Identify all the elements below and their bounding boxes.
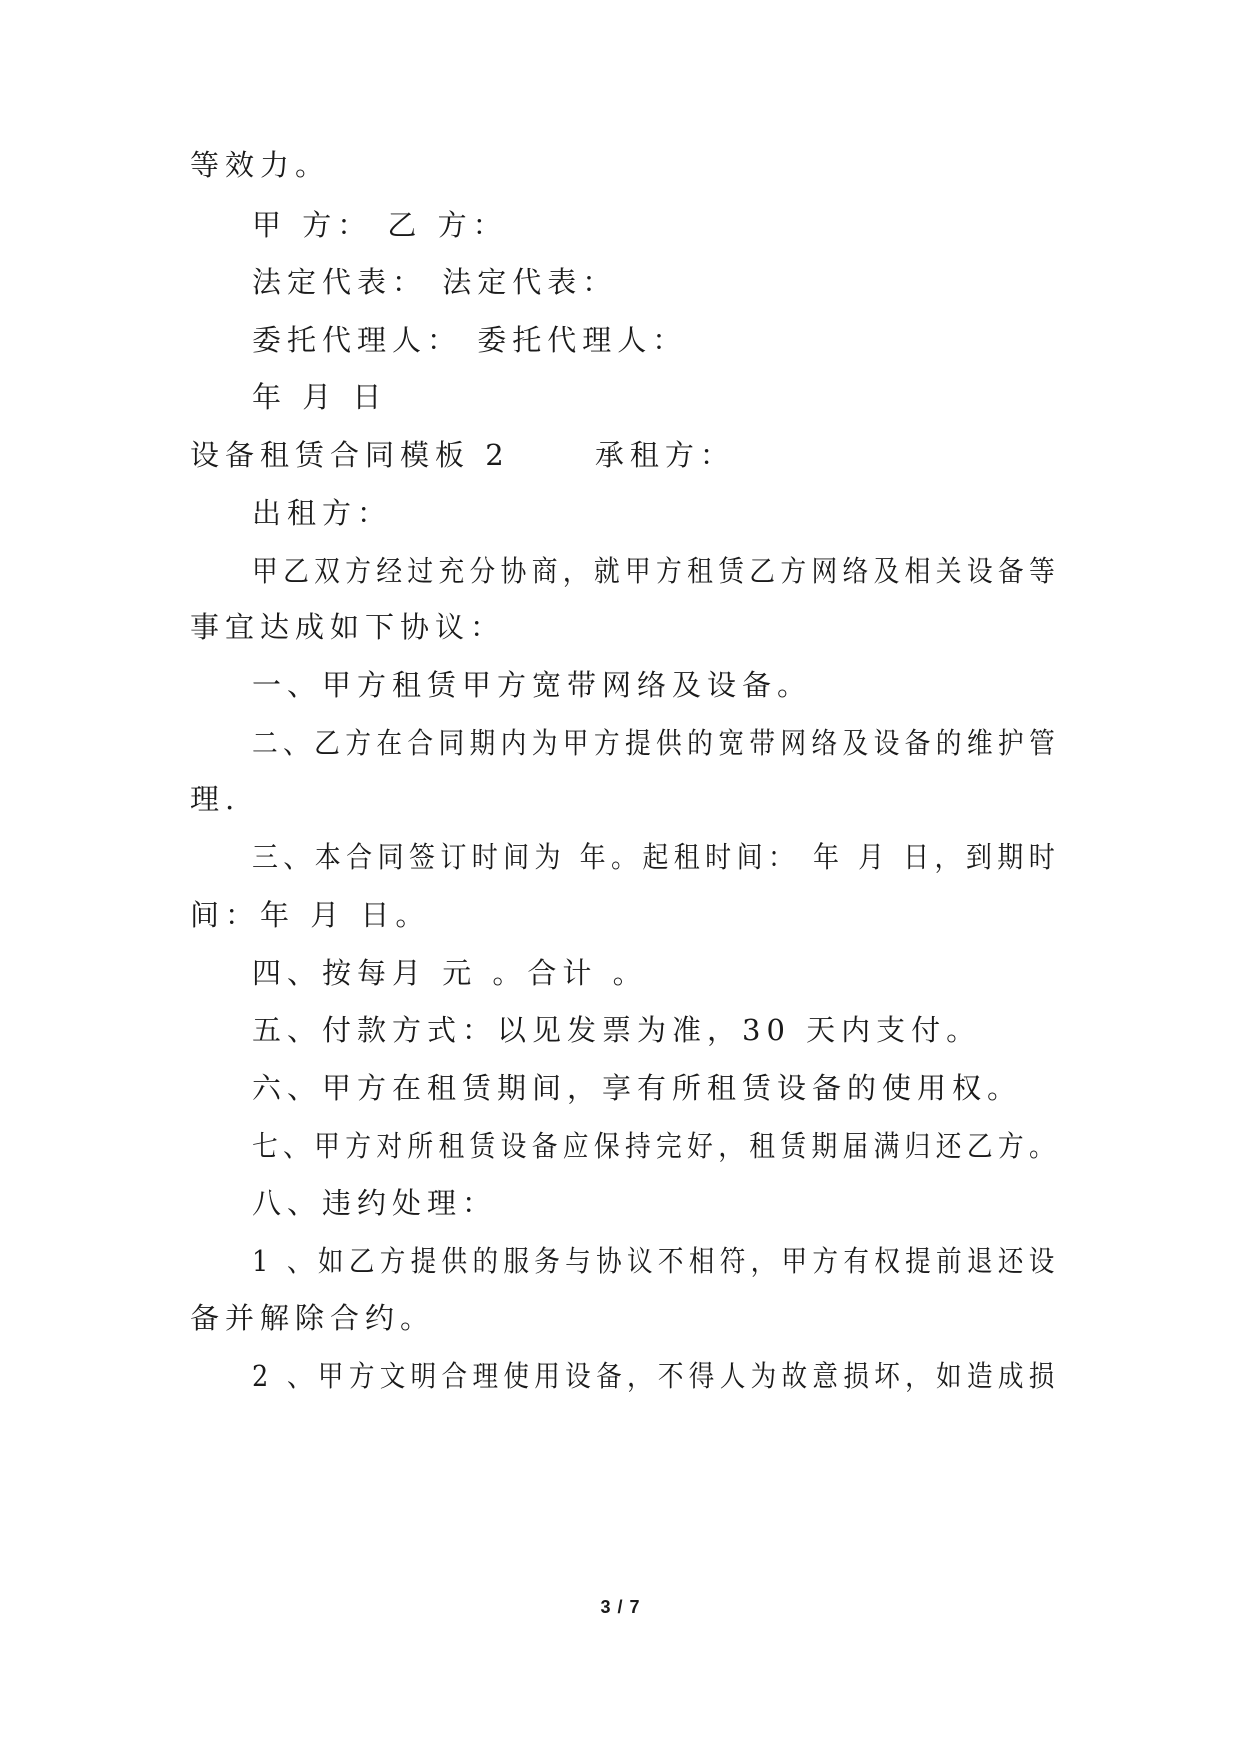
text-line: 四、按每月 元 。合计 。: [252, 956, 648, 990]
text-line: 七、甲方对所租赁设备应保持完好，租赁期届满归还乙方。: [252, 1129, 1061, 1163]
text-line: 备并解除合约。: [190, 1301, 436, 1335]
text-line: 一、甲方租赁甲方宽带网络及设备。: [252, 668, 813, 702]
text-line: 五、付款方式：以见发票为准，30 天内支付。: [252, 1013, 982, 1047]
text-line: 八、违约处理：: [252, 1186, 498, 1220]
text-line: 委托代理人： 委托代理人：: [252, 323, 688, 357]
text-line: 1 、如乙方提供的服务与协议不相符，甲方有权提前退还设: [252, 1244, 1060, 1278]
text-line: 理.: [190, 782, 241, 816]
section-heading: 设备租赁合同模板 2 承租方：: [190, 438, 735, 472]
text-line: 六、甲方在租赁期间，享有所租赁设备的使用权。: [252, 1071, 1023, 1105]
text-line: 三、本合同签订时间为 年。起租时间： 年 月 日，到期时: [252, 840, 1061, 874]
text-line: 甲乙双方经过充分协商，就甲方租赁乙方网络及相关设备等: [252, 554, 1061, 588]
text-line: 法定代表： 法定代表：: [252, 265, 618, 299]
text-line: 甲 方： 乙 方：: [252, 208, 508, 242]
page-number: 3 / 7: [600, 1597, 641, 1617]
text-line: 出租方：: [252, 496, 393, 530]
text-line: 2 、甲方文明合理使用设备，不得人为故意损坏，如造成损: [252, 1359, 1060, 1393]
text-line: 年 月 日: [252, 380, 388, 414]
text-line: 事宜达成如下协议：: [190, 610, 506, 644]
text-line: 等效力。: [190, 148, 331, 182]
text-line: 二、乙方在合同期内为甲方提供的宽带网络及设备的维护管: [252, 726, 1061, 760]
text-line: 间：年 月 日。: [190, 898, 431, 932]
